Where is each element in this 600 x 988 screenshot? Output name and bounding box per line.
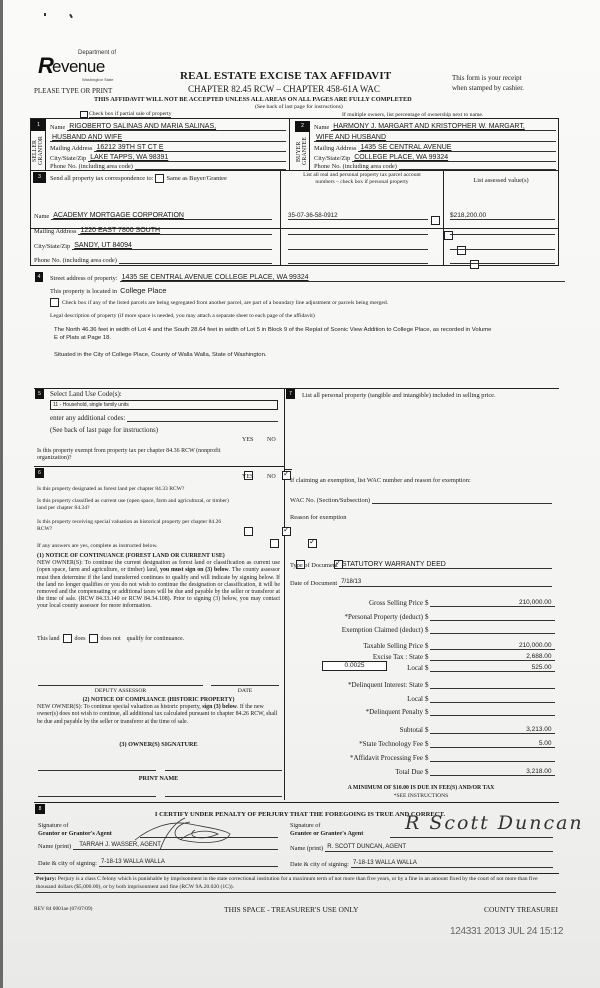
partial-sale-checkbox[interactable] [80,111,88,118]
dollar-sign: $ [425,664,429,672]
fee-value-field[interactable]: 3,218.00 [430,767,555,776]
section-5-badge: 5 [35,389,44,399]
fee-label: *Delinquent Interest: State [347,681,423,689]
buyer-city-label: City/State/Zip [314,155,351,162]
fee-value-field[interactable]: 5.00 [430,739,555,748]
seller-name-row-2 [50,133,286,142]
deputy-assessor-label: DEPUTY ASSESSOR [94,688,147,694]
land-use-label: Select Land Use Code(s): [50,390,122,398]
fee-value-field[interactable] [430,753,555,762]
doc-date-label: Date of Document [290,580,338,587]
buyer-name-label: Name [314,124,330,131]
wac-field[interactable] [372,495,552,504]
parcel-header-1: List all real and personal property tax parcel account [303,172,421,178]
fee-row [285,680,555,689]
logo-state: Washington State [82,77,114,82]
deputy-assessor-line[interactable] [38,685,203,686]
fee-value-field[interactable]: 210,000.00 [430,641,555,650]
print-name-line-1[interactable] [38,796,156,797]
does-not-qualify-checkbox[interactable] [89,634,98,643]
assessed-value-field[interactable]: $218,200.00 [450,211,555,220]
does-label: does [74,635,86,642]
notice-1-text-b: . The county assessor must then determine if the land transferred continues to qualify and will indicate by signing below. If the land no longer qualifies or you do not wish to continue the designation or classification, it will be removed and the compensating or additional taxes will be due and payable by the seller or transferor at the time of sale. (RCW 84.33.140 or RCW 84.34.108). Prior to signing (3) below, you may contact your local county assessor for more information. [37,567,281,610]
seller-phone-label: Phone No. (including area code) [50,163,133,170]
legal-description-text-2[interactable]: Situated in the City of College Place, County of Walla Walla, State of Washington. [54,352,267,358]
street-label: Street address of property: [50,275,118,282]
fee-row [285,625,555,634]
dollar-sign: $ [425,653,429,661]
question-yes-checkbox[interactable] [270,539,279,548]
assessor-date-label: DATE [237,688,253,694]
grantee-signature: R Scott Duncan [405,812,584,834]
additional-codes-row [50,413,278,422]
see-back-note: (See back of last page for instructions) [255,104,343,110]
qualify-label: qualify for continuance. [126,635,185,642]
doc-date-field[interactable]: 7/18/13 [339,578,552,587]
continuance-row [37,634,184,643]
grantee-name-field[interactable]: R. SCOTT DUNCAN, AGENT [325,843,553,852]
dollar-sign: $ [425,613,429,621]
doc-type-label: Type of Document [290,562,338,569]
grantee-sig-label-1: Signature of [290,822,321,829]
receipt-note-1: This form is your receipt [452,74,522,82]
grantee-date-label: Date & city of signing: [290,861,349,868]
corr-name-label: Name [34,213,50,220]
located-field[interactable]: College Place [120,286,167,295]
fee-row [285,612,555,621]
notice-2-title: (2) NOTICE OF COMPLIANCE (HISTORIC PROPERTY) [82,697,235,703]
personal-property-label: List all personal property (tangible and intangible) included in selling price. [302,392,496,399]
seller-name-label: Name [50,124,66,131]
parcel-number-field[interactable] [288,226,428,235]
section-6-question: Is this property receiving special valuation as historical property per chapter 84.26 RCW? [37,519,222,532]
see-instructions-note: *SEE INSTRUCTIONS [393,793,449,799]
dollar-sign: $ [425,695,429,703]
personal-property-checkbox[interactable] [431,216,440,225]
partial-sale-label: Check box if partial sale of property [89,111,172,117]
exemption-label: If claiming an exemption, list WAC number and reason for exemption: [290,477,471,484]
seller-mailing-label: Mailing Address [50,145,93,152]
doc-date-row [290,578,552,587]
section-6-badge: 6 [35,468,44,478]
does-not-label: does not [100,635,121,642]
parcel-header-2: numbers – check box if personal property [315,179,409,185]
grantor-name-field[interactable]: TARRAH J. WASSER, AGENT [73,841,278,850]
print-name-line-2[interactable] [165,796,282,797]
assessed-value-header: List assessed value(s) [473,177,529,184]
print-name-title: PRINT NAME [138,775,179,782]
buyer-name-field-2[interactable]: WIFE AND HUSBAND [314,133,556,142]
grantor-date-row [38,858,278,867]
form-revision: REV 84 0001ae (07/07/09) [34,906,93,912]
dollar-sign: $ [425,754,429,762]
divider [34,802,559,803]
buyer-name-row [314,122,556,131]
section-8-badge: 8 [35,804,45,814]
notice-2-bold: sign (3) below [202,704,237,711]
owner-signature-title: (3) OWNER(S) SIGNATURE [119,741,198,748]
receipt-note-2: when stamped by cashier. [452,84,524,92]
owner-signature-line-2[interactable] [165,770,282,771]
seller-label: SELLER [32,140,38,162]
grantor-signature-label [38,822,112,838]
land-use-see-back: (See back of last page for instructions) [50,426,159,434]
fee-row [285,767,555,776]
question-yes-checkbox[interactable] [244,527,253,536]
yes-header: YES [242,437,254,443]
notice-continuance [37,553,280,611]
fee-value-field[interactable] [430,707,555,716]
fee-value-field[interactable] [430,680,555,689]
located-row [50,286,166,295]
assessed-value-field[interactable] [450,226,555,235]
located-label: This property is located in [50,288,118,295]
wac-label: WAC No. (Section/Subsection) [290,497,371,504]
owner-signature-line-1[interactable] [38,770,156,771]
fee-row [285,725,555,734]
form-title: REAL ESTATE EXCISE TAX AFFIDAVIT [180,70,392,82]
multiple-owners-note: If multiple owners, list percentage of ownership next to name. [342,112,484,118]
fee-row [285,641,555,650]
additional-codes-field[interactable] [127,413,278,422]
fee-value-field[interactable]: 3,213.00 [430,725,555,734]
dollar-sign: $ [425,708,429,716]
divider [280,229,281,266]
section-6-question: Is this property classified as current use (open space, farm and agricultural, or timber) land per chapter 84.34? [37,498,229,511]
fee-row [285,652,555,661]
additional-codes-label: enter any additional codes: [50,414,126,422]
seller-city-label: City/State/Zip [50,155,87,162]
dollar-sign: $ [425,740,429,748]
fee-label: Gross Selling Price [368,599,423,607]
buyer-mailing-row [314,143,556,152]
wac-row [290,495,552,504]
divider [289,118,290,170]
notice-1-title: (1) NOTICE OF CONTINUANCE (FOREST LAND OR CURRENT USE) [37,553,225,559]
question-no-checkbox[interactable] [308,539,317,548]
county-treasurer-label: COUNTY TREASUREI [484,905,558,914]
fee-label: *Delinquent Penalty [365,708,423,716]
seller-name-row [50,122,286,131]
grantor-date-label: Date & city of signing: [38,860,97,867]
buyer-name-row-2 [314,133,556,142]
form-chapters: CHAPTER 82.45 RCW – CHAPTER 458-61A WAC [188,84,380,94]
buyer-mailing-label: Mailing Address [314,145,357,152]
grantee-date-field[interactable]: 7-18-13 WALLA WALLA [351,859,553,868]
grantee-name-label: Name (print) [290,845,324,852]
grantor-sig-label-2: Grantor or Grantor's Agent [38,830,112,837]
legal-description-text[interactable]: The North 46.36 feet in width of Lot 4 and the South 28.64 feet in width of Lot 5 in Block 9 of the Replat of Scenic View Addition to College Place, as recorded in Volume E of Plats at Page 18. [54,327,492,341]
grantor-name-row [38,841,278,850]
notice-2-text-b: . If the new owner(s) does not wish to continue, all additional tax calculated pursuant to chapter 84.26 RCW, shall be due and payable by the seller or transferor at the time of sale. [37,704,278,725]
dor-logo [38,47,118,87]
grantee-signature-label [290,822,363,838]
corr-name-field[interactable]: ACADEMY MORTGAGE CORPORATION [51,211,272,220]
parcel-number-field[interactable]: 35-07-36-58-0912 [288,211,428,220]
buyer-side-label [295,132,310,170]
seller-mailing-field[interactable]: 16212 39TH ST CT E [94,143,286,152]
fee-label: Excise Tax : State [372,653,423,661]
fee-label: Local [407,664,423,672]
scan-speck [44,13,46,16]
no-header: NO [267,474,276,480]
section-3-badge: 3 [33,172,46,183]
please-type-note: PLEASE TYPE OR PRINT [34,87,113,95]
grantee-date-row [290,859,553,868]
buyer-name-field[interactable]: HARMONY J. MARGART AND KRISTOPHER W. MARGART, [331,122,556,131]
grantor-name-label: Name (print) [38,843,72,850]
divider [34,873,559,874]
seller-side-label [31,131,46,170]
grantor-label: GRANTOR [38,136,44,166]
assessor-date-line[interactable] [211,685,279,686]
legal-description-label: Legal description of property (if more space is needed, you may attach a separate sheet to each page of the affidavit) [50,313,315,319]
seller-name-field-2[interactable]: HUSBAND AND WIFE [50,133,286,142]
section-6-question: Is this property designated as forest land per chapter 84.33 RCW? [37,486,185,492]
buyer-phone-field[interactable] [399,161,556,170]
logo-initial: R [38,53,54,78]
no-header: NO [267,437,276,443]
street-row [50,273,565,282]
grantor-sig-label-1: Signature of [38,822,69,829]
seller-mailing-row [50,143,286,152]
fee-label: Total Due [395,768,423,776]
treasurer-stamp: 124331 2013 JUL 24 15:12 [450,926,564,937]
section-1-badge: 1 [31,119,46,131]
perjury-bold: Perjury: [36,876,57,882]
notice-1-text: NEW OWNER(S): To continue the current designation as forest land or classification as current use (open space, farm and agriculture, or timber) land, [37,560,280,574]
corr-mailing-label: Mailing Address [34,228,77,235]
assessed-value-field[interactable] [450,255,555,264]
perjury-text: Perjury is a class C felony which is punishable by imprisonment in the state correctional institution for a maximum term of not more than five years, or by a fine in an amount fixed by the court of not more than five thousand dollars ($5,000.00), or by both imprisonment and fine (RCW 9A.20.020 (1C)). [36,876,538,890]
fee-row [285,598,555,607]
logo-word: evenue [52,57,105,76]
fee-label: *State Technology Fee [359,740,423,748]
dollar-sign: $ [425,726,429,734]
segregated-checkbox[interactable] [50,298,59,307]
partial-sale-row [80,111,171,118]
reason-label: Reason for exemption [290,514,347,521]
section-2-badge: 2 [295,121,310,132]
fee-value-field[interactable] [430,694,555,703]
divider [34,466,284,467]
seller-phone-row [50,161,286,170]
street-field[interactable]: 1435 SE CENTRAL AVENUE COLLEGE PLACE, WA 99324 [120,273,565,282]
fee-value-field[interactable]: 2,688.00 [430,652,555,661]
buyer-mailing-field[interactable]: 1435 SE CENTRAL AVENUE [358,143,556,152]
fee-value-field[interactable] [430,625,555,634]
fee-label: Exemption Claimed (deduct) [341,626,423,634]
fee-row [285,694,555,703]
this-land-label: This land [37,635,60,642]
seller-name-field[interactable]: RIGOBERTO SALINAS AND MARIA SALINAS, [67,122,286,131]
fee-value-field[interactable] [430,612,555,621]
section-7-badge: 7 [286,389,295,399]
scan-edge [0,0,3,988]
fee-row [285,753,555,762]
logo-department: Department of [78,50,117,56]
if-yes-note: If any answers are yes, complete as instructed below. [37,543,158,549]
seller-city-field[interactable]: LAKE TAPPS, WA 98391 [88,153,286,162]
dollar-sign: $ [425,626,429,634]
parcel-number-field[interactable] [288,255,428,264]
corr-phone-label: Phone No. (including area code) [34,257,117,264]
grantee-sig-label-2: Grantee or Grantee's Agent [290,830,364,837]
yes-header: YES [242,474,254,480]
correspondence-label: Send all property tax correspondence to: [50,175,154,182]
minimum-fee-note: A MINIMUM OF $10.00 IS DUE IN FEE(S) AND/OR TAX [347,785,495,791]
corr-mailing-field[interactable]: 1220 EAST 7800 SOUTH [78,226,272,235]
land-use-code-select[interactable]: 11 - Household, single family units [50,400,278,410]
fee-value-field[interactable]: 210,000.00 [430,598,555,607]
doc-type-field[interactable]: STATUTORY WARRANTY DEED [340,560,552,569]
fee-label: *Affidavit Processing Fee [350,754,423,762]
fee-label: Local [407,695,423,703]
divider [34,388,284,389]
fee-label: Subtotal [399,726,423,734]
buyer-phone-label: Phone No. (including area code) [314,163,397,170]
dollar-sign: $ [425,599,429,607]
grantor-date-field[interactable]: 7-18-13 WALLA WALLA [99,858,278,867]
certification-statement: I CERTIFY UNDER PENALTY OF PERJURY THAT THE FOREGOING IS TRUE AND CORRECT. [154,811,446,818]
section-4-badge: 4 [35,272,43,282]
question-no-checkbox[interactable] [282,527,291,536]
local-rate-field[interactable]: 0.0025 [322,661,387,671]
buyer-city-field[interactable]: COLLEGE PLACE, WA 99324 [352,153,556,162]
does-qualify-checkbox[interactable] [63,634,72,643]
corr-city-field[interactable]: SANDY, UT 84094 [72,241,272,250]
assessed-value-field[interactable] [450,241,555,250]
parcel-header [282,172,442,186]
buyer-label: BUYER [296,141,302,163]
doc-type-row [290,560,552,569]
same-as-buyer-label: Same as Buyer/Grantee [166,175,227,182]
treasurer-use-note: THIS SPACE - TREASURER'S USE ONLY [224,905,359,914]
fee-row [285,739,555,748]
dollar-sign: $ [425,642,429,650]
fee-row [285,707,555,716]
dollar-sign: $ [425,681,429,689]
notice-2-text: NEW OWNER(S): To continue special valuation as historic property, [37,704,203,711]
segregated-row [50,298,388,307]
grantee-name-row [290,843,553,852]
grantee-label: GRANTEE [302,137,308,165]
segregated-label: Check box if any of the listed parcels are being segregated from another parcel, are part of a boundary line adjustment or parcels being merged. [62,299,389,306]
notice-compliance [37,697,280,726]
grantee-signature-line[interactable] [390,837,553,838]
divider [284,388,559,389]
fee-label: *Personal Property (deduct) [344,613,423,621]
notice-1-bold: you must sign on (3) below [160,567,229,574]
dollar-sign: $ [425,768,429,776]
buyer-phone-row [314,161,556,170]
fee-value-field[interactable]: 525.00 [430,663,555,672]
acceptance-warning: THIS AFFIDAVIT WILL NOT BE ACCEPTED UNLESS ALL AREAS ON ALL PAGES ARE FULLY COMPLETED [94,96,412,103]
corr-city-label: City/State/Zip [34,243,71,250]
perjury-notice [36,876,556,893]
fee-label: Taxable Selling Price [363,642,423,650]
seller-phone-field[interactable] [135,161,286,170]
exempt-question: Is this property exempt from property tax per chapter 84.36 RCW (nonprofit organization)? [37,448,221,461]
parcel-number-field[interactable] [288,241,428,250]
